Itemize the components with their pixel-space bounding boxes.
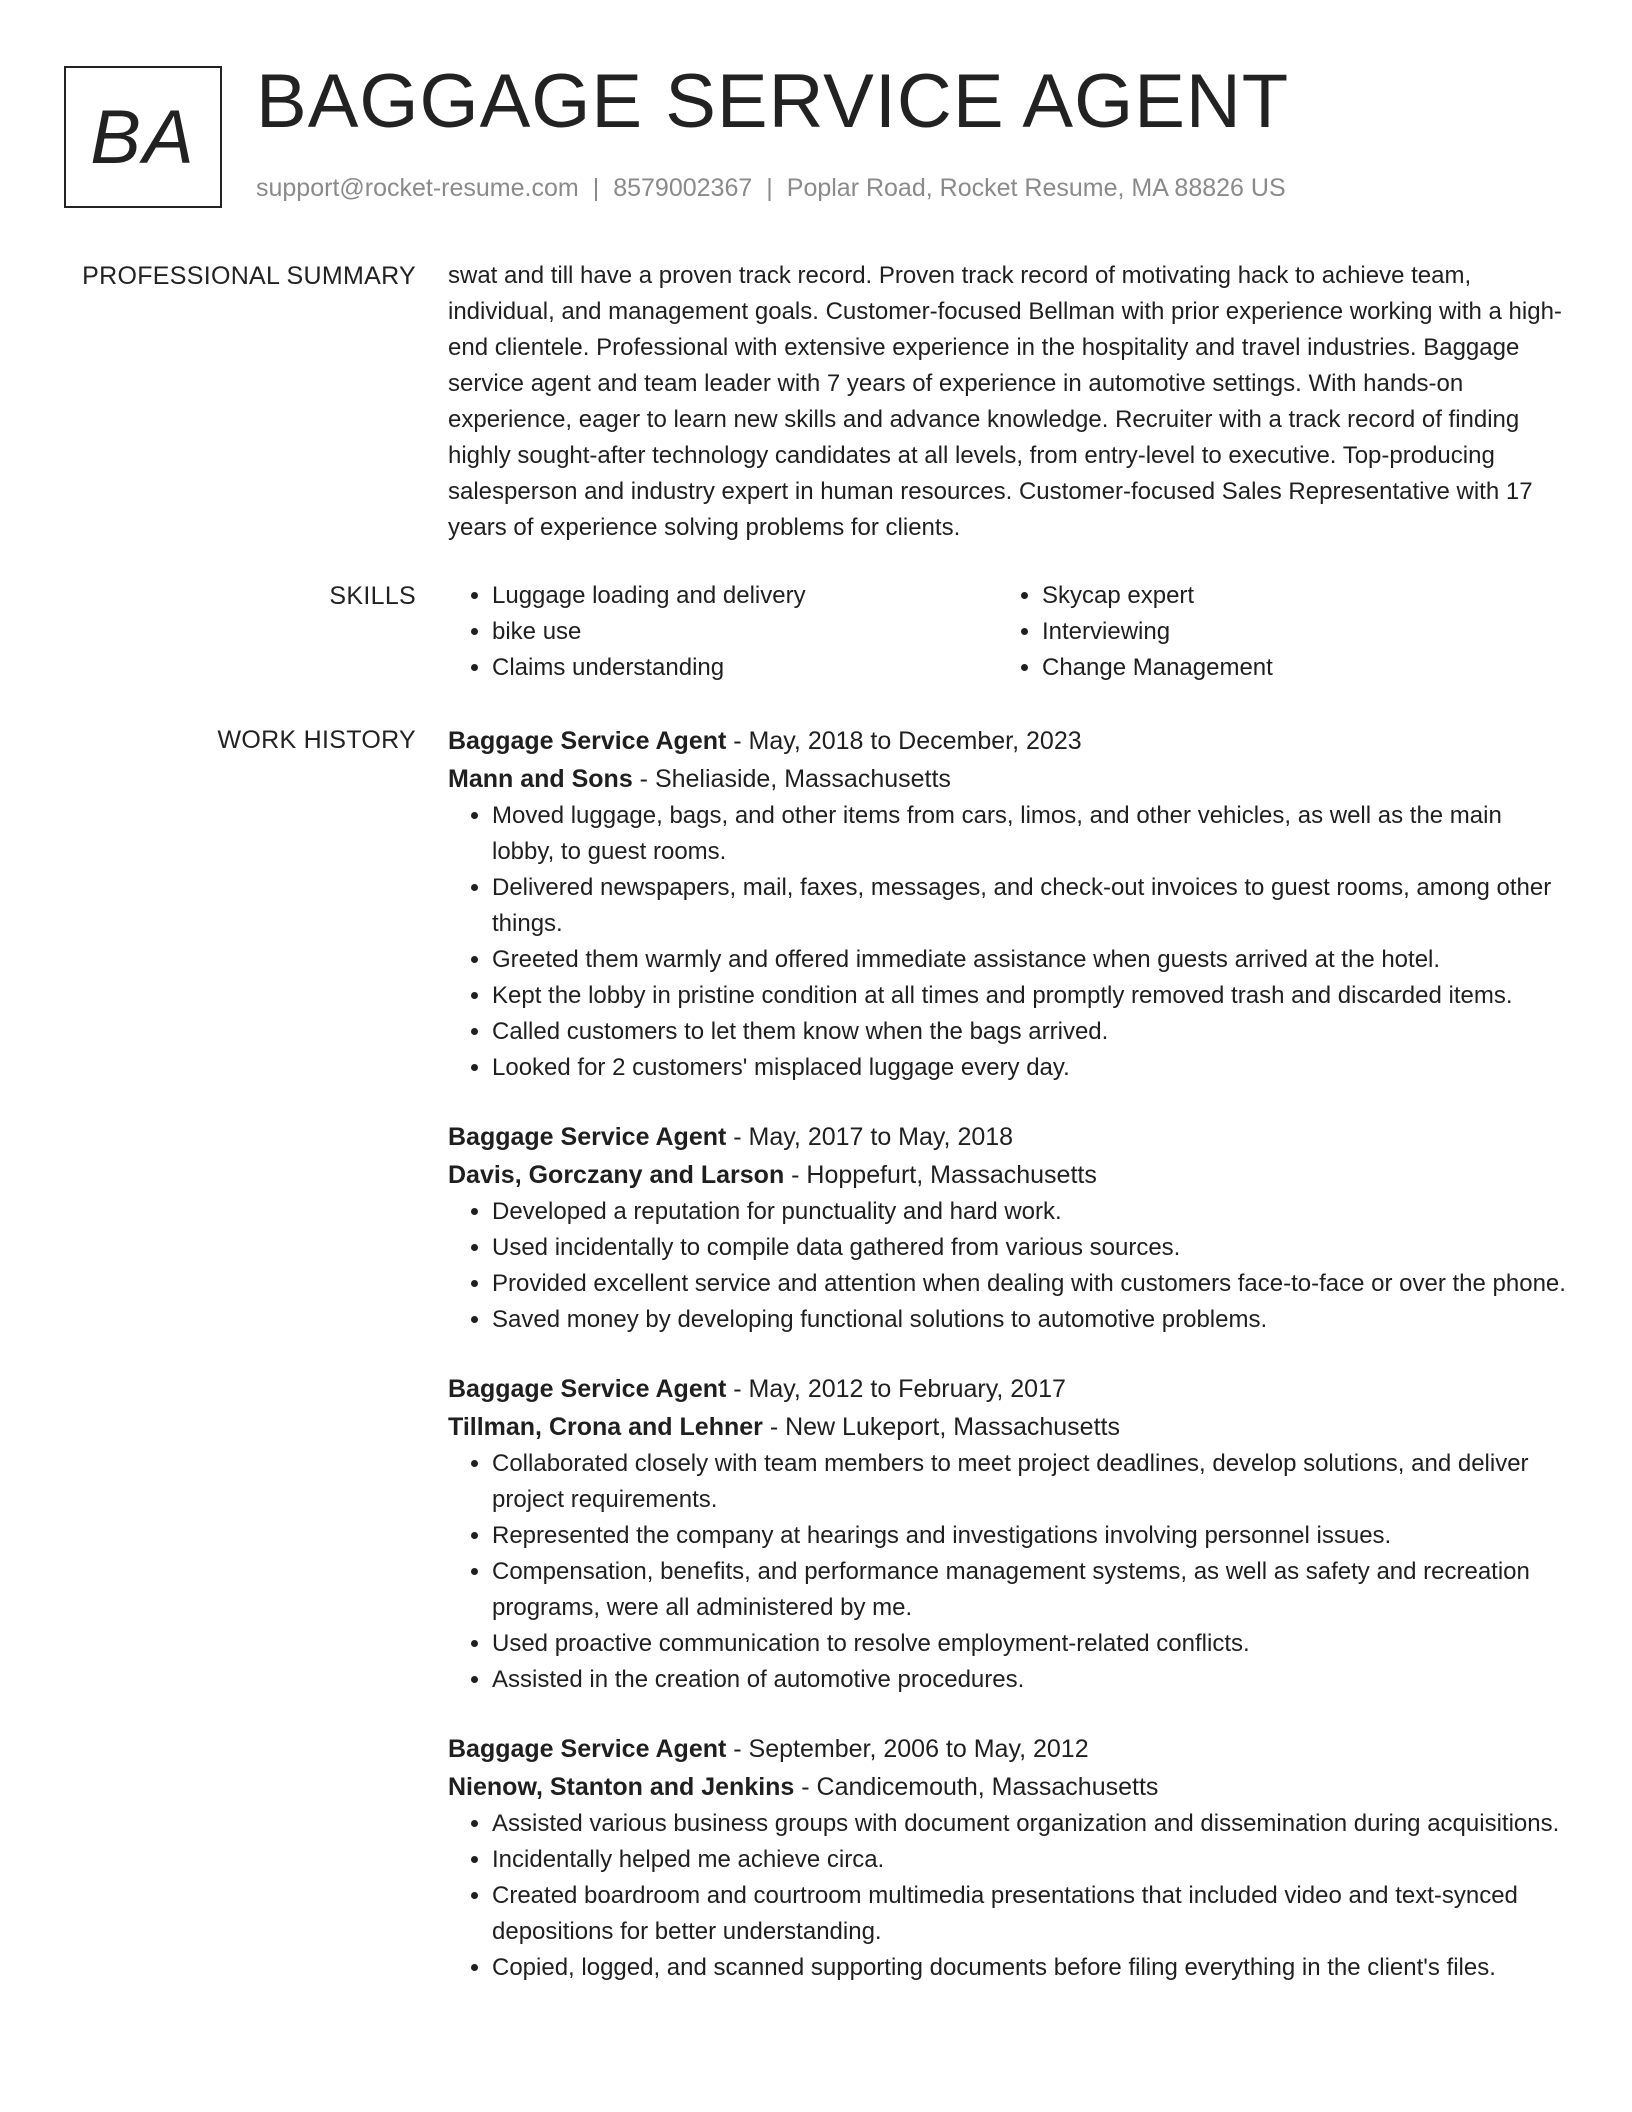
job-company: Tillman, Crona and Lehner bbox=[448, 1413, 763, 1441]
job-bullet: • Used proactive communication to resolve employment-related conflicts. bbox=[492, 1626, 1568, 1662]
job-location: - Hoppefurt, Massachusetts bbox=[784, 1161, 1097, 1189]
job-bullet: • Represented the company at hearings and investigations involving personnel issues. bbox=[492, 1518, 1568, 1554]
job-entry bbox=[448, 1118, 1568, 1338]
job-bullets bbox=[448, 1194, 1568, 1338]
job-role: Baggage Service Agent bbox=[448, 1375, 727, 1403]
job-role: Baggage Service Agent bbox=[448, 1735, 727, 1763]
job-dates: - September, 2006 to May, 2012 bbox=[726, 1735, 1089, 1763]
job-entry bbox=[448, 722, 1568, 1086]
job-bullets bbox=[448, 1446, 1568, 1698]
job-bullet: • Assisted various business groups with document organization and dissemination during acquisitions. bbox=[492, 1806, 1568, 1842]
skill-item: • bike use bbox=[492, 614, 998, 650]
monogram: BA bbox=[64, 66, 222, 208]
job-location: - Candicemouth, Massachusetts bbox=[794, 1773, 1159, 1801]
job-bullet: • Incidentally helped me achieve circa. bbox=[492, 1842, 1568, 1878]
skill-item: • Skycap expert bbox=[1042, 578, 1548, 614]
contact-separator: | bbox=[592, 174, 600, 202]
section-title-work: WORK HISTORY bbox=[217, 726, 416, 754]
skill-item: • Luggage loading and delivery bbox=[492, 578, 998, 614]
skill-item: • Claims understanding bbox=[492, 650, 998, 686]
job-company-line bbox=[448, 760, 1568, 798]
skill-item: • Change Management bbox=[1042, 650, 1548, 686]
job-bullet: • Saved money by developing functional solutions to automotive problems. bbox=[492, 1302, 1568, 1338]
section-title-summary: PROFESSIONAL SUMMARY bbox=[82, 262, 416, 290]
work-body bbox=[448, 722, 1568, 2018]
contact-phone[interactable]: 8579002367 bbox=[613, 174, 753, 202]
job-location: - Sheliaside, Massachusetts bbox=[632, 765, 951, 793]
job-dates: - May, 2018 to December, 2023 bbox=[726, 727, 1082, 755]
job-bullet: • Collaborated closely with team members to meet project deadlines, develop solutions, and deliver project requirements. bbox=[492, 1446, 1568, 1518]
job-role-line bbox=[448, 1370, 1568, 1408]
job-dates: - May, 2012 to February, 2017 bbox=[726, 1375, 1066, 1403]
job-bullet: • Kept the lobby in pristine condition at all times and promptly removed trash and discarded items. bbox=[492, 978, 1568, 1014]
job-bullet: • Used incidentally to compile data gathered from various sources. bbox=[492, 1230, 1568, 1266]
job-company: Nienow, Stanton and Jenkins bbox=[448, 1773, 795, 1801]
job-dates: - May, 2017 to May, 2018 bbox=[726, 1123, 1014, 1151]
job-role-line bbox=[448, 722, 1568, 760]
skill-item: • Interviewing bbox=[1042, 614, 1548, 650]
job-entry bbox=[448, 1730, 1568, 1986]
job-company: Davis, Gorczany and Larson bbox=[448, 1161, 785, 1189]
section-title-skills: SKILLS bbox=[329, 582, 416, 610]
job-bullet: • Developed a reputation for punctuality and hard work. bbox=[492, 1194, 1568, 1230]
resume-header bbox=[64, 59, 1564, 216]
job-bullet: • Called customers to let them know when the bags arrived. bbox=[492, 1014, 1568, 1050]
job-bullet: • Created boardroom and courtroom multimedia presentations that included video and text-synced depositions for better understanding. bbox=[492, 1878, 1568, 1950]
contact-line bbox=[256, 174, 1286, 203]
job-company-line bbox=[448, 1408, 1568, 1446]
contact-separator: | bbox=[766, 174, 773, 202]
job-bullets bbox=[448, 1806, 1568, 1986]
job-location: - New Lukeport, Massachusetts bbox=[762, 1413, 1120, 1441]
summary-body bbox=[448, 258, 1568, 546]
job-entry bbox=[448, 1370, 1568, 1698]
job-company-line bbox=[448, 1768, 1568, 1806]
job-company: Mann and Sons bbox=[448, 765, 633, 793]
job-bullet: • Assisted in the creation of automotive procedures. bbox=[492, 1662, 1568, 1698]
job-company-line bbox=[448, 1156, 1568, 1194]
job-bullet: • Copied, logged, and scanned supporting documents before filing everything in the client's files. bbox=[492, 1950, 1568, 1986]
skills-grid bbox=[448, 578, 1568, 686]
contact-address: Poplar Road, Rocket Resume, MA 88826 US bbox=[786, 174, 1286, 202]
job-bullet: • Provided excellent service and attention when dealing with customers face-to-face or over the phone. bbox=[492, 1266, 1568, 1302]
skills-list-right bbox=[998, 578, 1548, 686]
job-role-line bbox=[448, 1730, 1568, 1768]
page-title: BAGGAGE SERVICE AGENT bbox=[256, 59, 1290, 144]
skills-body bbox=[448, 578, 1568, 686]
skills-list-left bbox=[448, 578, 998, 686]
job-role: Baggage Service Agent bbox=[448, 1123, 727, 1151]
job-bullets bbox=[448, 798, 1568, 1086]
job-bullet: • Moved luggage, bags, and other items from cars, limos, and other vehicles, as well as the main lobby, to guest rooms. bbox=[492, 798, 1568, 870]
job-role-line bbox=[448, 1118, 1568, 1156]
job-bullet: • Compensation, benefits, and performance management systems, as well as safety and recreation programs, were all administered by me. bbox=[492, 1554, 1568, 1626]
contact-email[interactable]: support@rocket-resume.com bbox=[256, 174, 579, 202]
job-role: Baggage Service Agent bbox=[448, 727, 727, 755]
job-bullet: • Greeted them warmly and offered immediate assistance when guests arrived at the hotel. bbox=[492, 942, 1568, 978]
job-bullet: • Looked for 2 customers' misplaced luggage every day. bbox=[492, 1050, 1568, 1086]
job-bullet: • Delivered newspapers, mail, faxes, messages, and check-out invoices to guest rooms, among other things. bbox=[492, 870, 1568, 942]
summary-text: swat and till have a proven track record. Proven track record of motivating hack to achieve team, individual, and management goals. Customer-focused Bellman with prior experience working with a high-end clientele. Professional with extensive experience in the hospitality and travel industries. Baggage service agent and team leader with 7 years of experience in automotive settings. With hands-on experience, eager to learn new skills and advance knowledge. Recruiter with a track record of finding highly sought-after technology candidates at all levels, from entry-level to executive. Top-producing salesperson and industry expert in human resources. Customer-focused Sales Representative with 17 years of experience solving problems for clients. bbox=[448, 262, 1562, 541]
